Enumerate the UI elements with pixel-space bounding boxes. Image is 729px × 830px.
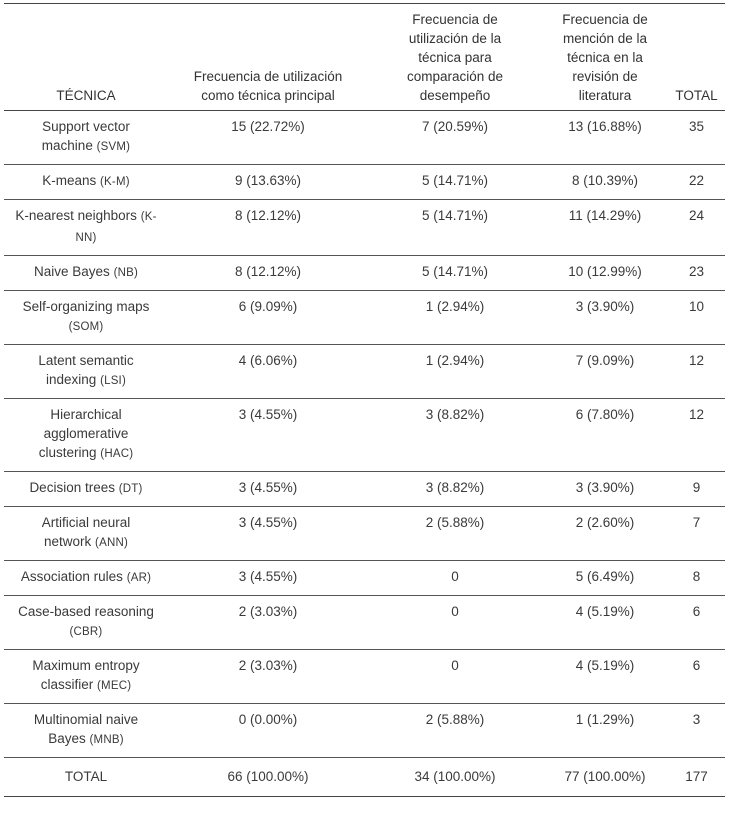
technique-cell bbox=[4, 256, 168, 291]
total-cell: 10 bbox=[688, 299, 705, 314]
mencion-cell: 11 (14.29%) bbox=[568, 208, 642, 223]
table-row bbox=[4, 291, 725, 345]
technique-abbreviation: (SVM) bbox=[96, 141, 131, 153]
technique-name: K-means bbox=[42, 173, 97, 188]
technique-abbreviation: (MEC) bbox=[97, 680, 132, 692]
table-row bbox=[4, 650, 725, 704]
totals-total: 177 bbox=[685, 769, 708, 784]
total-cell: 9 bbox=[692, 480, 701, 495]
table-header bbox=[4, 4, 725, 111]
total-cell: 6 bbox=[692, 658, 701, 673]
principal-cell: 0 (0.00%) bbox=[238, 712, 298, 727]
principal-cell: 4 (6.06%) bbox=[238, 353, 298, 368]
table-row bbox=[4, 561, 725, 596]
technique-cell bbox=[4, 111, 168, 165]
mencion-cell: 7 (9.09%) bbox=[575, 353, 635, 368]
technique-cell bbox=[4, 596, 168, 650]
total-cell: 22 bbox=[688, 173, 705, 188]
mencion-cell: 10 (12.99%) bbox=[568, 264, 642, 279]
technique-cell bbox=[4, 399, 168, 472]
comparacion-cell: 5 (14.71%) bbox=[421, 264, 489, 279]
mencion-cell: 4 (5.19%) bbox=[575, 658, 635, 673]
technique-name: Artificial neural network bbox=[41, 515, 131, 549]
principal-cell: 9 (13.63%) bbox=[234, 173, 302, 188]
table-row bbox=[4, 472, 725, 507]
mencion-cell: 5 (6.49%) bbox=[575, 569, 635, 584]
technique-cell bbox=[4, 650, 168, 704]
total-cell: 23 bbox=[688, 264, 705, 279]
technique-name: Self-organizing maps bbox=[22, 299, 150, 314]
table-row bbox=[4, 596, 725, 650]
table-row bbox=[4, 399, 725, 472]
total-cell: 7 bbox=[692, 515, 701, 530]
total-cell: 3 bbox=[692, 712, 701, 727]
comparacion-cell: 7 (20.59%) bbox=[421, 119, 489, 134]
technique-abbreviation: (DT) bbox=[118, 483, 143, 495]
principal-cell: 6 (9.09%) bbox=[238, 299, 298, 314]
comparacion-cell: 3 (8.82%) bbox=[425, 407, 485, 422]
technique-name: Case-based reasoning bbox=[18, 604, 154, 619]
header-mencion: Frecuencia de mención de la técnica en la revisión de literatura bbox=[562, 12, 648, 103]
table-row bbox=[4, 200, 725, 256]
mencion-cell: 2 (2.60%) bbox=[575, 515, 635, 530]
technique-name: Multinomial naive Bayes bbox=[33, 712, 139, 746]
principal-cell: 8 (12.12%) bbox=[234, 264, 302, 279]
technique-cell bbox=[4, 345, 168, 399]
technique-abbreviation: (AR) bbox=[126, 572, 152, 584]
principal-cell: 8 (12.12%) bbox=[234, 208, 302, 223]
table-row bbox=[4, 111, 725, 165]
technique-abbreviation: (K-M) bbox=[100, 176, 130, 188]
technique-name: Decision trees bbox=[29, 480, 115, 495]
technique-name: Latent semantic indexing bbox=[38, 353, 134, 387]
technique-name: Naive Bayes bbox=[34, 264, 110, 279]
comparacion-cell: 1 (2.94%) bbox=[425, 299, 485, 314]
principal-cell: 2 (3.03%) bbox=[238, 604, 298, 619]
mencion-cell: 3 (3.90%) bbox=[575, 480, 635, 495]
principal-cell: 15 (22.72%) bbox=[231, 119, 305, 134]
comparacion-cell: 0 bbox=[451, 604, 459, 619]
totals-mencion: 77 (100.00%) bbox=[564, 769, 646, 784]
total-cell: 35 bbox=[688, 119, 705, 134]
header-comparacion: Frecuencia de utilización de la técnica para comparación de desempeño bbox=[406, 12, 504, 103]
mencion-cell: 1 (1.29%) bbox=[575, 712, 635, 727]
table-row bbox=[4, 165, 725, 200]
principal-cell: 3 (4.55%) bbox=[238, 480, 298, 495]
technique-name: Hierarchical agglomerative clustering bbox=[38, 407, 129, 460]
technique-cell bbox=[4, 165, 168, 200]
technique-cell bbox=[4, 472, 168, 507]
comparacion-cell: 2 (5.88%) bbox=[425, 712, 485, 727]
technique-name: Support vector machine bbox=[41, 119, 130, 153]
totals-comparacion: 34 (100.00%) bbox=[414, 769, 496, 784]
table-row bbox=[4, 345, 725, 399]
technique-abbreviation: (ANN) bbox=[95, 537, 128, 549]
technique-cell bbox=[4, 704, 168, 758]
comparacion-cell: 2 (5.88%) bbox=[425, 515, 485, 530]
technique-abbreviation: (K-NN) bbox=[75, 211, 157, 244]
mencion-cell: 8 (10.39%) bbox=[571, 173, 639, 188]
technique-cell bbox=[4, 561, 168, 596]
technique-abbreviation: (HAC) bbox=[100, 448, 134, 460]
comparacion-cell: 1 (2.94%) bbox=[425, 353, 485, 368]
principal-cell: 3 (4.55%) bbox=[238, 407, 298, 422]
comparacion-cell: 0 bbox=[451, 658, 459, 673]
total-cell: 24 bbox=[688, 208, 705, 223]
total-cell: 6 bbox=[692, 604, 701, 619]
technique-cell bbox=[4, 507, 168, 561]
principal-cell: 2 (3.03%) bbox=[238, 658, 298, 673]
technique-abbreviation: (NB) bbox=[113, 267, 138, 279]
header-principal: Frecuencia de utilización como técnica principal bbox=[193, 69, 343, 103]
table-row bbox=[4, 507, 725, 561]
principal-cell: 3 (4.55%) bbox=[238, 515, 298, 530]
mencion-cell: 13 (16.88%) bbox=[568, 119, 642, 134]
technique-abbreviation: (LSI) bbox=[100, 375, 126, 387]
principal-cell: 3 (4.55%) bbox=[238, 569, 298, 584]
mencion-cell: 6 (7.80%) bbox=[575, 407, 635, 422]
comparacion-cell: 5 (14.71%) bbox=[421, 173, 489, 188]
total-cell: 12 bbox=[688, 353, 705, 368]
mencion-cell: 3 (3.90%) bbox=[575, 299, 635, 314]
totals-label: TOTAL bbox=[64, 769, 108, 784]
comparacion-cell: 5 (14.71%) bbox=[421, 208, 489, 223]
mencion-cell: 4 (5.19%) bbox=[575, 604, 635, 619]
technique-abbreviation: (SOM) bbox=[68, 321, 104, 333]
table-body bbox=[4, 111, 725, 797]
technique-name: K-nearest neighbors bbox=[15, 208, 137, 223]
header-row bbox=[4, 4, 725, 111]
header-tecnica: TÉCNICA bbox=[56, 88, 116, 103]
technique-cell bbox=[4, 291, 168, 345]
total-cell: 12 bbox=[688, 407, 705, 422]
technique-name: Association rules bbox=[20, 569, 123, 584]
technique-abbreviation: (MNB) bbox=[89, 734, 124, 746]
table-row bbox=[4, 256, 725, 291]
technique-name: Maximum entropy classifier bbox=[32, 658, 140, 692]
header-total: TOTAL bbox=[675, 88, 718, 103]
comparacion-cell: 3 (8.82%) bbox=[425, 480, 485, 495]
table-row bbox=[4, 704, 725, 758]
comparacion-cell: 0 bbox=[451, 569, 459, 584]
technique-cell bbox=[4, 200, 168, 256]
total-cell: 8 bbox=[692, 569, 701, 584]
totals-row bbox=[4, 758, 725, 797]
totals-principal: 66 (100.00%) bbox=[227, 769, 309, 784]
techniques-table bbox=[4, 3, 725, 797]
technique-abbreviation: (CBR) bbox=[69, 626, 103, 638]
